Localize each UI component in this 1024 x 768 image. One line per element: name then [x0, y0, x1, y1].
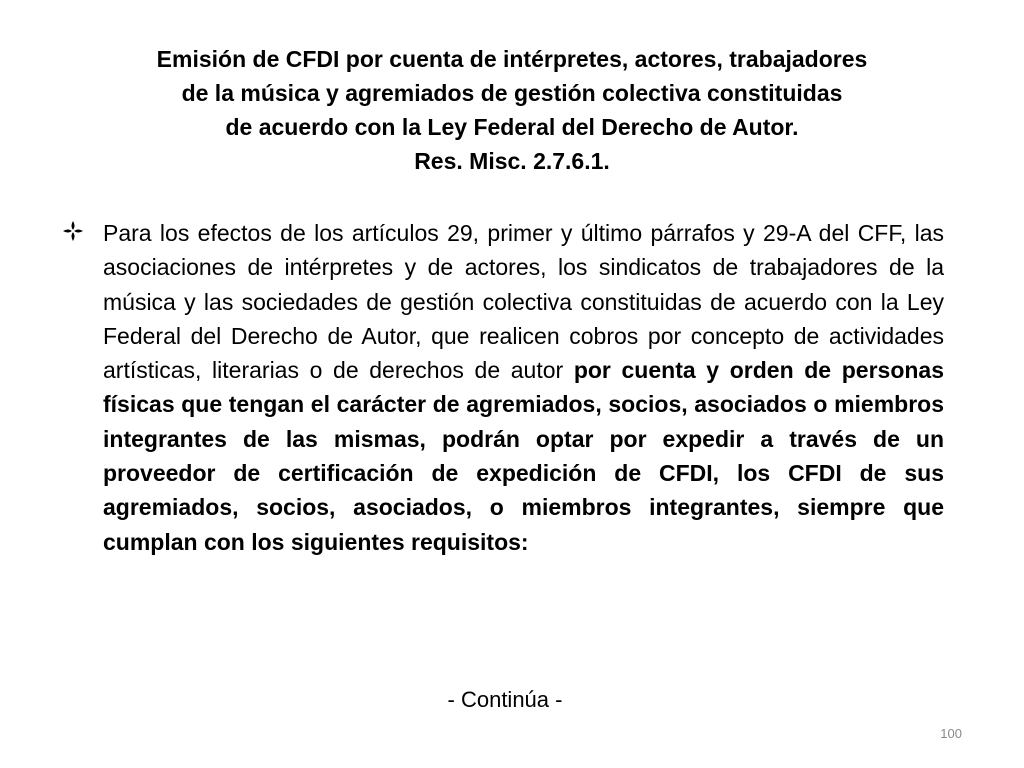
title-line-2: de la música y agremiados de gestión colectiva constituidas [181, 80, 843, 106]
bullet-paragraph-text [103, 216, 944, 559]
title-line-3: de acuerdo con la Ley Federal del Derecho de Autor. [225, 114, 799, 140]
continued-label: - Continúa - [447, 687, 563, 712]
paragraph-bold-text: por cuenta y orden de personas físicas que tengan el carácter de agremiados, socios, asociados o miembros integrantes de las mismas, podrán optar por expedir a través de un proveedor de certificación de expedición de CFDI, los CFDI de sus agremiados, socios, asociados, o miembros integrantes, siempre que cumplan con los siguientes requisitos: [103, 357, 945, 555]
paragraph-regular-text: Para los efectos de los artículos 29, primer y último párrafos y 29-A del CFF, las asociaciones de intérpretes y de actores, los sindicatos de trabajadores de la música y las sociedades de gestión colectiva constituidas de acuerdo con la Ley Federal del Derecho de Autor, que realicen cobros por concepto de actividades artísticas, literarias o de derechos de autor [103, 220, 944, 384]
page-number: 100 [940, 726, 962, 741]
title-reference: Res. Misc. 2.7.6.1. [414, 148, 610, 174]
slide-title [40, 42, 984, 178]
title-line-1: Emisión de CFDI por cuenta de intérpretes, actores, trabajadores [156, 46, 868, 72]
diamond-flower-bullet-icon [62, 220, 86, 244]
